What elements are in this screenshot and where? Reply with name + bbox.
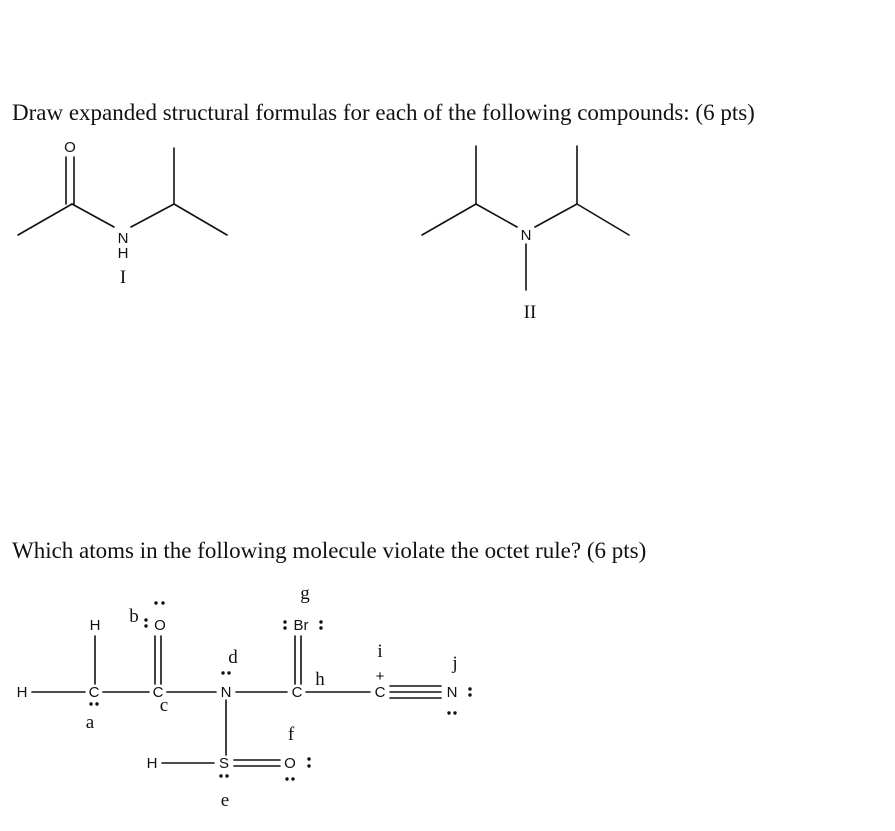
nitrogen-atom: N xyxy=(220,684,232,701)
bond xyxy=(577,204,629,235)
nitrogen-atom: N xyxy=(520,227,532,244)
label-j: j xyxy=(452,653,458,674)
structure-label: I xyxy=(119,267,127,288)
sulfur-atom: S xyxy=(218,755,230,772)
structure-label: II xyxy=(523,302,537,323)
hydrogen-atom: H xyxy=(16,684,28,701)
bond xyxy=(131,204,174,227)
carbon-atom: C xyxy=(291,684,303,701)
hydrogen-atom: H xyxy=(117,245,129,262)
oxygen-atom: O xyxy=(284,755,296,772)
label-f: f xyxy=(287,724,295,745)
structure-1 xyxy=(18,139,227,288)
label-i: i xyxy=(377,641,383,662)
label-c: c xyxy=(159,695,169,716)
bond xyxy=(174,204,227,235)
bond xyxy=(476,204,517,227)
lewis-structure xyxy=(17,583,472,811)
hydrogen-atom: H xyxy=(89,617,101,634)
carbon-atom: C xyxy=(88,684,100,701)
positive-charge: + xyxy=(375,668,385,685)
bond xyxy=(72,204,114,227)
oxygen-atom: O xyxy=(154,617,166,634)
nitrogen-atom: N xyxy=(446,684,458,701)
label-a: a xyxy=(85,712,95,733)
label-b: b xyxy=(129,606,139,627)
carbon-atom: C xyxy=(152,684,164,701)
bond xyxy=(18,204,72,235)
bond xyxy=(422,204,476,235)
question-2-text: Which atoms in the following molecule violate the octet rule? (6 pts) xyxy=(12,538,647,563)
structure-2 xyxy=(422,146,629,323)
hydrogen-atom: H xyxy=(146,755,158,772)
oxygen-atom: O xyxy=(64,139,76,156)
lone-pair-dots xyxy=(89,601,471,780)
carbon-atom: C xyxy=(374,684,386,701)
bromine-atom: Br xyxy=(293,617,309,634)
label-g: g xyxy=(300,583,310,604)
label-d: d xyxy=(228,647,238,668)
nitrogen-atom: N xyxy=(117,230,129,247)
bond xyxy=(535,204,577,227)
label-e: e xyxy=(220,790,230,811)
label-h: h xyxy=(315,669,325,690)
question-1-text: Draw expanded structural formulas for each of the following compounds: (6 pts) xyxy=(12,100,755,125)
